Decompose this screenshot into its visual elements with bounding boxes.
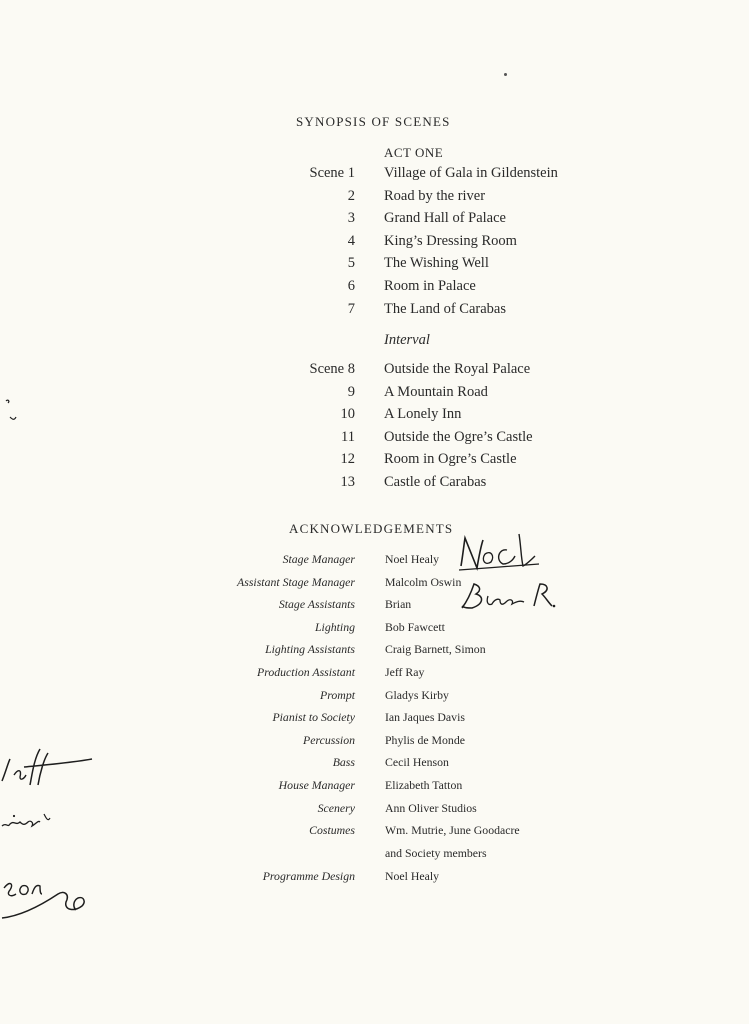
ack-row [150, 778, 570, 798]
scene-number: 13 [340, 474, 355, 490]
ack-name: Craig Barnett, Simon [385, 642, 486, 657]
ack-role: Production Assistant [257, 665, 355, 679]
ack-name: Brian [385, 597, 412, 612]
interval-label: Interval [384, 332, 430, 348]
margin-handwriting-ett [0, 745, 95, 790]
ack-name: Elizabeth Tatton [385, 778, 463, 792]
ack-name: Ann Oliver Studios [385, 800, 477, 815]
scene-number: 11 [341, 428, 355, 445]
scene-title: Outside the Ogre’s Castle [384, 428, 533, 445]
scene-row [250, 210, 610, 232]
scene-number: Scene 1 [309, 165, 355, 181]
ack-name: Ian Jaques Davis [385, 710, 465, 725]
scene-row [250, 278, 610, 300]
scene-number: 9 [347, 383, 355, 400]
scene-row [250, 406, 610, 428]
scene-title: A Lonely Inn [384, 406, 462, 423]
scene-title: Room in Ogre’s Castle [384, 451, 517, 468]
costumes-continued: and Society members [385, 846, 487, 860]
ack-row [150, 755, 570, 775]
scene-title: Road by the river [384, 187, 486, 204]
ack-role: House Manager [278, 778, 355, 792]
scene-row [250, 188, 610, 210]
scene-row [250, 384, 610, 406]
ack-name: Gladys Kirby [385, 687, 449, 702]
ack-role: Programme Design [262, 869, 355, 883]
scene-number: 7 [347, 300, 355, 317]
scene-number: Scene 8 [309, 361, 355, 377]
scene-row [250, 255, 610, 277]
signature-brian [458, 578, 558, 618]
scene-number: 12 [340, 451, 355, 468]
ack-role: Stage Manager [282, 552, 355, 566]
ack-name: Bob Fawcett [385, 619, 445, 634]
scene-title: Outside the Royal Palace [384, 361, 531, 377]
ack-row [150, 733, 570, 753]
scene-title: Castle of Carabas [384, 474, 487, 490]
ack-role: Prompt [320, 687, 355, 702]
ack-name: Phylis de Monde [385, 732, 465, 747]
scene-row [250, 474, 610, 496]
ack-row [150, 620, 570, 640]
scene-number: 6 [347, 278, 355, 294]
ack-name: Noel Healy [385, 869, 440, 883]
ack-role: Costumes [309, 823, 355, 838]
scene-title: The Wishing Well [384, 255, 489, 272]
scene-row [250, 429, 610, 451]
scene-title: A Mountain Road [384, 383, 488, 400]
scene-number: 2 [347, 187, 355, 204]
ack-row [150, 688, 570, 708]
scene-title: King’s Dressing Room [384, 232, 517, 249]
ack-role: Percussion [303, 732, 355, 747]
margin-mark [2, 395, 22, 425]
scene-title: Village of Gala in Gildenstein [384, 165, 558, 181]
ack-role: Lighting Assistants [265, 642, 355, 657]
ack-role: Stage Assistants [278, 597, 355, 612]
acknowledgements-heading: ACKNOWLEDGEMENTS [289, 521, 454, 536]
ack-row [150, 665, 570, 685]
act-one-label: ACT ONE [384, 145, 444, 160]
synopsis-heading: SYNOPSIS OF SCENES [296, 114, 451, 129]
ack-role: Assistant Stage Manager [237, 574, 355, 589]
ack-name: Jeff Ray [385, 665, 425, 679]
scene-row [250, 451, 610, 473]
scene-number: 10 [340, 406, 355, 423]
scene-row [250, 361, 610, 383]
ack-name: Malcolm Oswin [385, 574, 462, 589]
scene-row [250, 233, 610, 255]
scene-title: Grand Hall of Palace [384, 210, 506, 227]
ack-row [150, 642, 570, 662]
ack-row [150, 823, 570, 843]
ack-role: Scenery [317, 800, 355, 815]
scene-number: 4 [347, 232, 355, 249]
scene-row [250, 301, 610, 323]
paper-speck [504, 73, 507, 76]
margin-handwriting-son [0, 870, 95, 925]
ack-row [150, 801, 570, 821]
ack-row-programme-design [150, 869, 570, 889]
ack-role: Pianist to Society [272, 710, 355, 725]
scene-number: 5 [347, 255, 355, 272]
scene-row [250, 165, 610, 187]
ack-row [150, 710, 570, 730]
ack-role: Lighting [315, 619, 355, 634]
ack-name: Cecil Henson [385, 755, 449, 770]
signature-noel [455, 530, 545, 575]
scene-title: Room in Palace [384, 278, 476, 294]
ack-role: Bass [332, 755, 355, 770]
ack-name: Noel Healy [385, 552, 440, 566]
scene-title: The Land of Carabas [384, 300, 506, 317]
scene-number: 3 [347, 210, 355, 227]
margin-handwriting-ina [0, 808, 60, 838]
ack-name: Wm. Mutrie, June Goodacre [385, 823, 520, 838]
